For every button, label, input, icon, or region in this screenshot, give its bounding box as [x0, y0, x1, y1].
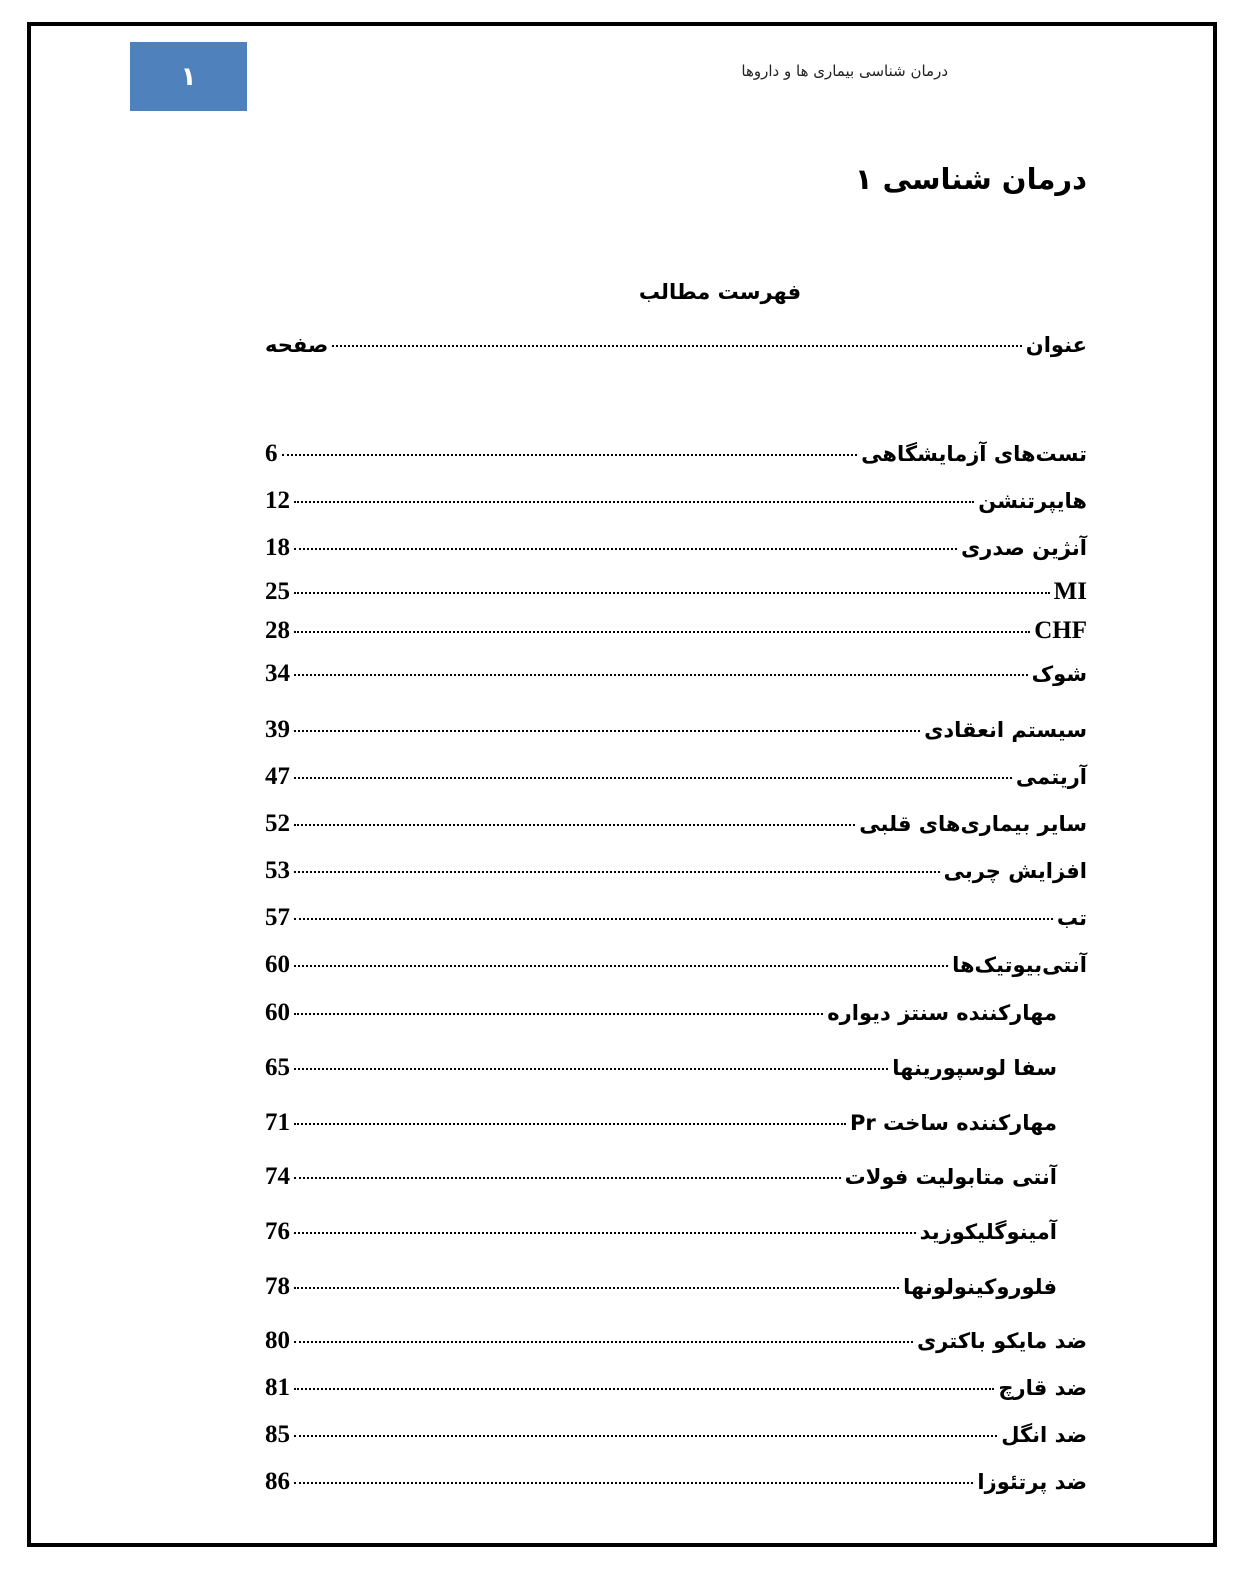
entry-title: سایر بیماری‌های قلبی: [859, 812, 1087, 836]
dot-leader: [294, 871, 940, 873]
entry-page-number: 86: [265, 1468, 290, 1495]
toc-entry[interactable]: [265, 440, 1087, 474]
dot-leader: [294, 1177, 841, 1179]
entry-title: تب: [1056, 906, 1087, 930]
entry-title: ضد قارچ: [998, 1376, 1087, 1400]
dot-leader: [294, 1482, 973, 1484]
toc-entry[interactable]: [265, 716, 1087, 750]
dot-leader: [294, 777, 1012, 779]
dot-leader: [294, 1123, 846, 1125]
entry-page-number: 85: [265, 1421, 290, 1448]
document-title: درمان شناسی ۱: [854, 162, 1087, 196]
dot-leader: [294, 592, 1050, 594]
dot-leader: [294, 631, 1030, 633]
entry-page-number: 76: [265, 1218, 290, 1245]
toc-entry[interactable]: [265, 1374, 1087, 1408]
toc-subentry[interactable]: [265, 1273, 1087, 1307]
entry-page-number: 60: [265, 951, 290, 978]
entry-page-number: 65: [265, 1054, 290, 1081]
entry-title: آنژین صدری: [961, 536, 1087, 560]
entry-title: شوک: [1031, 662, 1087, 686]
entry-page-number: 28: [265, 617, 290, 644]
entry-title: MI: [1053, 578, 1087, 605]
dot-leader: [282, 454, 858, 456]
entry-title: فلوروکینولونها: [903, 1275, 1057, 1299]
entry-page-number: 52: [265, 810, 290, 837]
entry-title: ضد انگل: [1001, 1423, 1087, 1447]
toc-list: [265, 0, 1087, 1577]
dot-leader: [294, 918, 1053, 920]
entry-title: سیستم انعقادی: [924, 718, 1087, 742]
entry-page-number: 18: [265, 534, 290, 561]
dot-leader: [294, 1287, 899, 1289]
entry-page-number: 80: [265, 1327, 290, 1354]
entry-page-number: 81: [265, 1374, 290, 1401]
toc-subentry[interactable]: [265, 999, 1087, 1033]
toc-entry[interactable]: [265, 904, 1087, 938]
toc-entry[interactable]: [265, 1327, 1087, 1361]
entry-title: آنتی‌بیوتیک‌ها: [952, 953, 1087, 977]
dot-leader: [294, 1068, 888, 1070]
entry-page-number: 78: [265, 1273, 290, 1300]
dot-leader: [294, 501, 974, 503]
toc-entry[interactable]: [265, 951, 1087, 985]
entry-title: مهارکننده سنتز دیواره: [827, 1001, 1057, 1025]
dot-leader: [294, 548, 957, 550]
running-header: درمان شناسی بیماری ها و داروها: [741, 62, 948, 80]
entry-title: آریتمی: [1015, 765, 1087, 789]
entry-page-number: 60: [265, 999, 290, 1026]
column-title-label: عنوان: [1025, 333, 1087, 357]
dot-leader: [294, 730, 920, 732]
entry-title: هایپرتنشن: [978, 489, 1087, 513]
entry-page-number: 47: [265, 763, 290, 790]
entry-page-number: 39: [265, 716, 290, 743]
dot-leader: [294, 965, 948, 967]
entry-title: آنتی متابولیت فولات: [844, 1165, 1057, 1189]
toc-entry[interactable]: [265, 578, 1087, 612]
entry-title: سفا لوسپورینها: [892, 1056, 1057, 1080]
entry-page-number: 71: [265, 1109, 290, 1136]
entry-title: افزایش چربی: [943, 859, 1087, 883]
toc-subentry[interactable]: [265, 1163, 1087, 1197]
entry-page-number: 34: [265, 660, 290, 687]
entry-title: مهارکننده ساخت Pr: [850, 1111, 1057, 1135]
toc-heading: فهرست مطالب: [638, 280, 802, 304]
dot-leader: [294, 1388, 994, 1390]
dot-leader: [294, 1435, 997, 1437]
entry-page-number: 6: [265, 440, 278, 467]
entry-title: آمینوگلیکوزید: [919, 1220, 1057, 1244]
column-page-label: صفحه: [265, 333, 329, 357]
toc-entry[interactable]: [265, 810, 1087, 844]
entry-page-number: 12: [265, 487, 290, 514]
dot-leader: [294, 1341, 913, 1343]
toc-entry[interactable]: [265, 857, 1087, 891]
entry-page-number: 25: [265, 578, 290, 605]
toc-entry[interactable]: [265, 1421, 1087, 1455]
toc-entry[interactable]: [265, 660, 1087, 694]
toc-entry[interactable]: [265, 534, 1087, 568]
entry-title: ضد مایکو باکتری: [916, 1329, 1087, 1353]
toc-subentry[interactable]: [265, 1054, 1087, 1088]
dot-leader: [294, 1232, 916, 1234]
entry-page-number: 53: [265, 857, 290, 884]
toc-entry[interactable]: [265, 487, 1087, 521]
entry-page-number: 74: [265, 1163, 290, 1190]
dot-leader: [294, 1013, 823, 1015]
entry-page-number: 57: [265, 904, 290, 931]
entry-title: ضد پرتئوزا: [977, 1470, 1087, 1494]
toc-entry[interactable]: [265, 763, 1087, 797]
dot-leader: [294, 824, 855, 826]
page-number-badge: ۱: [130, 42, 247, 111]
dot-leader: [294, 674, 1028, 676]
toc-subentry[interactable]: [265, 1218, 1087, 1252]
toc-entry[interactable]: [265, 617, 1087, 651]
entry-title: CHF: [1034, 617, 1087, 644]
entry-title: تست‌های آزمایشگاهی: [861, 442, 1087, 466]
toc-subentry[interactable]: [265, 1109, 1087, 1143]
toc-entry[interactable]: [265, 1468, 1087, 1502]
